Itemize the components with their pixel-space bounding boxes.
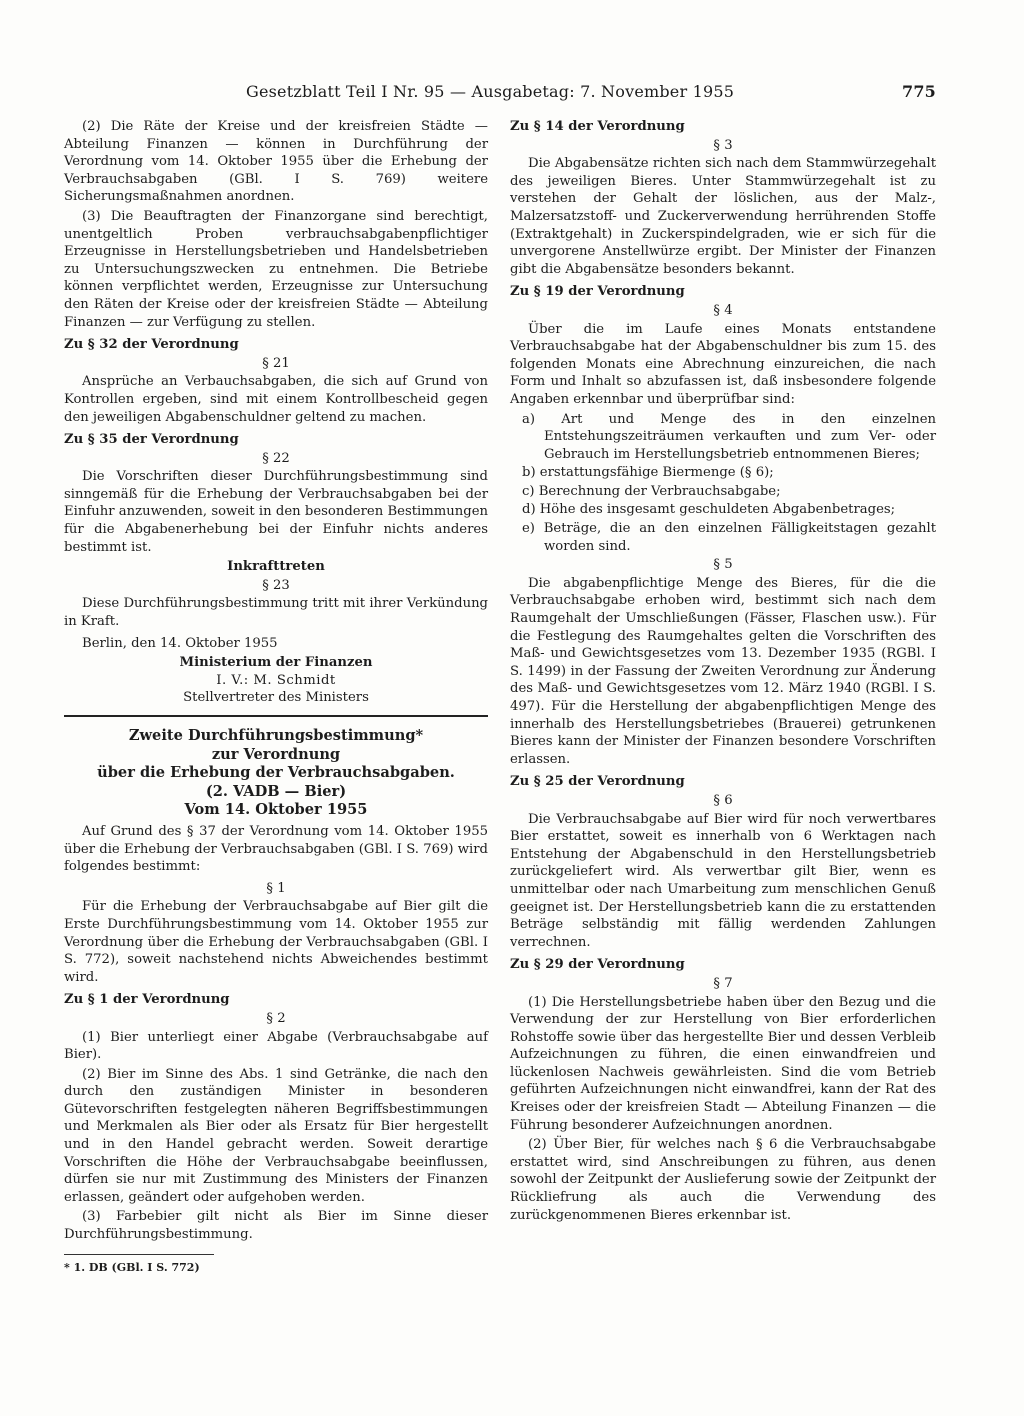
place-date: Berlin, den 14. Oktober 1955 <box>82 635 278 651</box>
paragraph: (2) Die Räte der Kreise und der kreisfreien Städte — Abteilung Finanzen — können in Durchführung der Verordnung vom 14. Oktober 1955 über die Erhebung der Verbrauchsabgaben (GBl. I S. 769) weitere Sicherungsmaßnahmen anordnen. <box>64 119 488 205</box>
document-date: Vom 14. Oktober 1955 <box>184 801 368 819</box>
section-heading: Zu § 1 der Verordnung <box>64 992 230 1008</box>
paragraph: (2) Bier im Sinne des Abs. 1 sind Getränke, die nach den durch den zuständigen Minister in besonderen Gütevorschriften festgelegten näheren Begriffsbestimmungen und Merkmalen als Bier oder als Ersatz für Bier hergestellt und in den Handel gebracht werden. Soweit derartige Vorschriften die Höhe der Verbrauchsabgabe beeinflussen, dürfen sie nur mit Zustimmung des Ministers der Finanzen erlassen, geändert oder aufgehoben werden. <box>64 1066 488 1205</box>
section-heading: Zu § 25 der Verordnung <box>510 774 685 790</box>
section-number: § 21 <box>262 355 290 371</box>
section-heading: Zu § 32 der Verordnung <box>64 337 239 353</box>
section-number: § 7 <box>713 975 733 991</box>
footnote: * 1. DB (GBl. I S. 772) <box>64 1260 200 1274</box>
divider <box>64 715 488 717</box>
paragraph: Für die Erhebung der Verbrauchsabgabe auf Bier gilt die Erste Durchführungsbestimmung vom 14. Oktober 1955 zur Verordnung über die Erhebung der Verbrauchsabgaben (GBl. I S. 772), soweit nachstehend nichts Abweichendes bestimmt wird. <box>64 899 488 985</box>
ministry-name: Ministerium der Finanzen <box>179 655 373 671</box>
section-number: § 23 <box>262 577 290 593</box>
list-item: e) Beträge, die an den einzelnen Fälligkeitstagen gezahlt worden sind. <box>522 521 936 554</box>
document-title: über die Erhebung der Verbrauchsabgaben. <box>97 764 455 782</box>
document-title: Zweite Durchführungsbestimmung* <box>128 727 424 744</box>
paragraph: Diese Durchführungsbestimmung tritt mit ihrer Verkündung in Kraft. <box>64 596 488 630</box>
list-item: d) Höhe des insgesamt geschuldeten Abgabenbetrages; <box>522 502 896 518</box>
preamble: Auf Grund des § 37 der Verordnung vom 14. Oktober 1955 über die Erhebung der Verbrauchsabgaben (GBl. I S. 769) wird folgendes bestimmt: <box>64 823 488 875</box>
paragraph: (1) Bier unterliegt einer Abgabe (Verbrauchsabgabe auf Bier). <box>64 1029 488 1063</box>
signer-name: I. V.: M. Schmidt <box>216 672 336 688</box>
paragraph: Die Abgabensätze richten sich nach dem Stammwürzegehalt des jeweiligen Bieres. Unter Stammwürzegehalt ist zu verstehen der Gehalt der löslichen, aus der Malz-, Malzersatzstoff- und Zuckerverwendung herrührenden Stoffe (Extraktgehalt) in Zuckerspindelgraden, wie er sich für die unvergorene Anstellwürze ergibt. Der Minister der Finanzen gibt die Abgabensätze besonders bekannt. <box>510 156 936 277</box>
document-title: (2. VADB — Bier) <box>205 782 347 800</box>
section-number: § 6 <box>713 792 733 808</box>
paragraph: Über die im Laufe eines Monats entstandene Verbrauchsabgabe hat der Abgabenschuldner bis zum 15. des folgenden Monats eine Abrechnung einzureichen, die nach Form und Inhalt so abzufassen ist, daß insbesondere folgende Angaben erkennbar und überprüfbar sind: <box>510 321 936 407</box>
paragraph: Die Vorschriften dieser Durchführungsbestimmung sind sinngemäß für die Erhebung der Verbrauchsabgaben bei der Einfuhr anzuwenden, soweit in den besonderen Bestimmungen für die Abgabenerhebung bei der Einfuhr nichts anderes bestimmt ist. <box>64 469 488 555</box>
section-heading: Zu § 19 der Verordnung <box>510 284 685 300</box>
section-number: § 5 <box>713 557 733 573</box>
paragraph: (1) Die Herstellungsbetriebe haben über den Bezug und die Verwendung der zur Herstellung von Bier erforderlichen Rohstoffe sowie über das hergestellte Bier und dessen Verbleib Aufzeichnungen zu führen, die einen einwandfreien und lückenlosen Nachweis gewährleisten. Sind die vom Betrieb geführten Aufzeichnungen nicht einwandfrei, kann der Rat des Kreises oder der kreisfreien Stadt — Abteilung Finanzen — die Führung besonderer Aufzeichnungen anordnen. <box>510 994 936 1133</box>
paragraph: (3) Farbebier gilt nicht als Bier im Sinne dieser Durchführungsbestimmung. <box>64 1209 488 1243</box>
paragraph: Die abgabenpflichtige Menge des Bieres, für die die Verbrauchsabgabe erhoben wird, bestimmt sich nach dem Raumgehalt der Umschließungen (Fässer, Flaschen usw.). Für die Festlegung des Raumgehaltes gelten die Vorschriften des Maß- und Gewichtsgesetzes vom 13. Dezember 1935 (RGBl. I S. 1499) in der Fassung der Zweiten Verordnung zur Änderung des Maß- und Gewichtsgesetzes vom 12. März 1940 (RGBl. I S. 497). Für die Herstellung der abgabenpflichtigen Menge des innerhalb des Herstellungsbetriebes (Brauerei) getrunkenen Bieres kann der Minister der Finanzen besondere Vorschriften erlassen. <box>510 575 936 767</box>
paragraph: (2) Über Bier, für welches nach § 6 die Verbrauchsabgabe erstattet wird, sind Anschreibungen zu führen, aus denen sowohl der Zeitpunkt der Auslieferung sowie der Zeitpunkt der Rückliefrung als auch die Verwendung des zurückgenommenen Bieres erkennbar ist. <box>510 1137 936 1223</box>
section-heading-inkrafttreten: Inkrafttreten <box>227 559 325 575</box>
left-column <box>64 118 488 1276</box>
paragraph: (3) Die Beauftragten der Finanzorgane sind berechtigt, unentgeltlich Proben verbrauchsabgabenpflichtiger Erzeugnisse in Herstellungsbetrieben und Handelsbetrieben zu Untersuchungszwecken zu entnehmen. Die Betriebe können verpflichtet werden, Erzeugnisse zur Untersuchung den Räten der Kreise oder der kreisfreien Städte — Abteilung Finanzen — zur Verfügung zu stellen. <box>64 208 488 330</box>
footnote-rule <box>64 1254 214 1255</box>
paragraph: Ansprüche an Verbauchsabgaben, die sich auf Grund von Kontrollen ergeben, sind mit einem Kontrollbescheid gegen den jeweiligen Abgabenschuldner geltend zu machen. <box>64 374 488 425</box>
document-title: zur Verordnung <box>211 745 341 763</box>
header-title: Gesetzblatt Teil I Nr. 95 — Ausgabetag: 7. November 1955 <box>246 82 735 101</box>
section-number: § 22 <box>262 450 290 466</box>
signer-role: Stellvertreter des Ministers <box>183 690 369 706</box>
section-heading: Zu § 29 der Verordnung <box>510 957 685 973</box>
page-header <box>246 82 936 108</box>
section-number: § 1 <box>266 880 286 896</box>
section-number: § 3 <box>713 137 733 153</box>
section-number: § 2 <box>266 1010 286 1026</box>
right-column <box>510 118 936 1226</box>
page-number: 775 <box>902 82 936 101</box>
list-item: a) Art und Menge des in den einzelnen Entstehungszeiträumen verkauften und zum Ver- oder Gebrauch im Herstellungsbetrieb entnommenen Bieres; <box>522 411 936 462</box>
section-number: § 4 <box>713 302 733 318</box>
list-item: c) Berechnung der Verbrauchsabgabe; <box>522 483 781 499</box>
paragraph: Die Verbrauchsabgabe auf Bier wird für noch verwertbares Bier erstattet, soweit es innerhalb von 6 Werktagen nach Entstehung der Abgabenschuld in den Herstellungsbetrieb zurückgeliefert wird. Als verwertbar gilt Bier, wenn es unmittelbar oder nach Umarbeitung zum menschlichen Genuß geeignet ist. Der Herstellungsbetrieb kann die zu erstattenden Beträge selbständig mit fällig werdenden Zahlungen verrechnen. <box>510 811 936 950</box>
list-item: b) erstattungsfähige Biermenge (§ 6); <box>522 465 774 481</box>
section-heading: Zu § 14 der Verordnung <box>510 119 685 134</box>
section-heading: Zu § 35 der Verordnung <box>64 432 239 448</box>
